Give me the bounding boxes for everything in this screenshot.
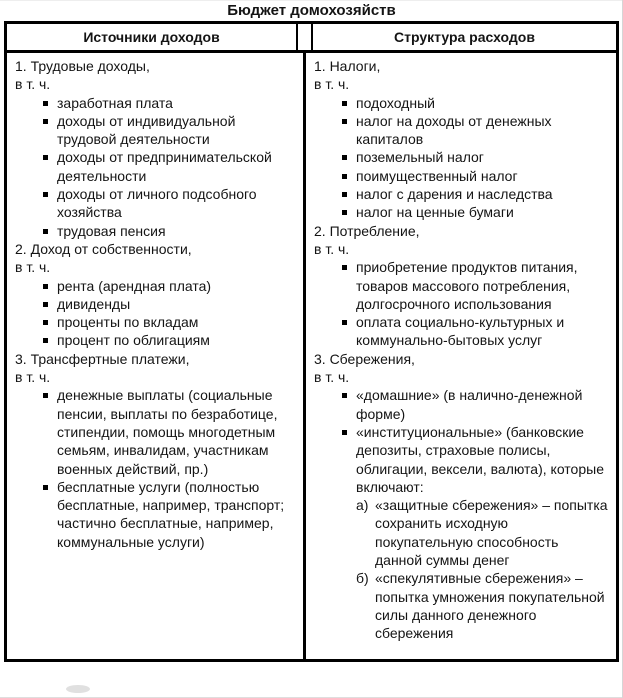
lettered-subitem [314, 569, 608, 642]
including-label: в т. ч. [15, 259, 51, 276]
square-bullet-icon [43, 320, 48, 325]
list-item [314, 313, 608, 350]
list-item-text: бесплатные услуги (полностью бесплатные, например, транспорт; частично бесплатные, например, коммунальные услуги) [57, 478, 285, 550]
including-label: в т. ч. [15, 369, 51, 386]
list-item [15, 112, 295, 149]
income-column [7, 53, 306, 659]
square-bullet-icon [43, 338, 48, 343]
list-item [15, 277, 295, 295]
section-heading: 2. Доход от собственности, [15, 240, 192, 257]
subitem-label: б) [356, 570, 369, 587]
subitem-label: а) [356, 497, 369, 514]
list-item [314, 94, 608, 112]
section-heading: 3. Сбережения, [314, 350, 415, 367]
list-item-text: доходы от индивидуальной трудовой деятельности [57, 112, 236, 148]
list-item-text: процент по облигациям [57, 332, 210, 349]
list-item-text: дивиденды [57, 295, 131, 312]
list-item [15, 148, 295, 185]
square-bullet-icon [43, 155, 48, 160]
list-item-text: денежные выплаты (социальные пенсии, выплаты по безработице, стипендии, помощь многодетным семьям, инвалидам, участникам военных действий, пр.) [57, 387, 278, 477]
including-label: в т. ч. [314, 76, 350, 93]
including-label: в т. ч. [314, 369, 350, 386]
list-item [15, 295, 295, 313]
list-item [15, 331, 295, 349]
including-label: в т. ч. [15, 76, 51, 93]
list-item [15, 185, 295, 222]
square-bullet-icon [43, 485, 48, 490]
lettered-subitem [314, 496, 608, 569]
list-item-text: поимущественный налог [356, 167, 518, 184]
list-item [314, 423, 608, 496]
list-item [15, 478, 295, 551]
subitem-text: «защитные сбережения» – попытка сохранить исходную покупательную способность данной суммы денег [375, 497, 608, 569]
square-bullet-icon [43, 302, 48, 307]
square-bullet-icon [43, 229, 48, 234]
including-label: в т. ч. [314, 240, 350, 257]
list-item [314, 258, 608, 313]
list-item [314, 203, 608, 221]
list-item [15, 386, 295, 477]
list-item-text: «институциональные» (банковские депозиты, страховые полисы, облигации, вексели, валюта), которые включают: [356, 423, 604, 495]
section-heading: 2. Потребление, [314, 222, 420, 239]
square-bullet-icon [342, 430, 347, 435]
square-bullet-icon [43, 393, 48, 398]
table-body-row [7, 53, 616, 659]
column-header-expenses: Структура расходов [311, 24, 616, 50]
list-item-text: налог с дарения и наследства [356, 186, 553, 203]
list-item-text: поземельный налог [356, 149, 484, 166]
list-item [15, 313, 295, 331]
square-bullet-icon [342, 174, 347, 179]
section-heading: 1. Налоги, [314, 58, 381, 74]
list-item-text: «домашние» (в налично-денежной форме) [356, 387, 583, 422]
list-item [314, 386, 608, 423]
square-bullet-icon [342, 101, 347, 106]
list-item-text: трудовая пенсия [57, 222, 166, 239]
square-bullet-icon [342, 119, 347, 124]
list-item-text: налог на ценные бумаги [356, 204, 514, 221]
section-heading: 1. Трудовые доходы, [15, 58, 150, 74]
list-item-text: приобретение продуктов питания, товаров массового потребления, долгосрочного использования [356, 259, 578, 312]
list-item-text: доходы от личного подсобного хозяйства [57, 186, 257, 221]
list-item-text: доходы от предпринимательской деятельности [57, 149, 272, 184]
section-heading: 3. Трансфертные платежи, [15, 350, 190, 367]
square-bullet-icon [342, 265, 347, 270]
page-title: Бюджет домохозяйств [227, 2, 396, 19]
square-bullet-icon [43, 119, 48, 124]
list-item-text: проценты по вкладам [57, 314, 199, 331]
square-bullet-icon [43, 192, 48, 197]
square-bullet-icon [342, 192, 347, 197]
square-bullet-icon [342, 320, 347, 325]
list-item [314, 148, 608, 166]
square-bullet-icon [43, 101, 48, 106]
list-item-text: подоходный [356, 94, 435, 111]
expenses-column [306, 53, 616, 659]
list-item [15, 94, 295, 112]
scan-smudge [66, 685, 90, 693]
list-item [314, 167, 608, 185]
square-bullet-icon [43, 284, 48, 289]
list-item-text: заработная плата [57, 94, 173, 111]
budget-table [4, 21, 619, 662]
square-bullet-icon [342, 393, 347, 398]
list-item-text: налог на доходы от денежных капиталов [356, 112, 552, 148]
table-header-row [7, 24, 616, 53]
square-bullet-icon [342, 210, 347, 215]
list-item-text: рента (арендная плата) [57, 277, 212, 294]
list-item [314, 112, 608, 149]
list-item [314, 185, 608, 203]
column-header-income: Источники доходов [7, 24, 298, 50]
list-item-text: оплата социально-культурных и коммунально-бытовых услуг [356, 314, 565, 349]
square-bullet-icon [342, 155, 347, 160]
subitem-text: «спекулятивные сбережения» – попытка умножения покупательной силы данного денежного сбережения [375, 570, 605, 642]
list-item [15, 222, 295, 240]
